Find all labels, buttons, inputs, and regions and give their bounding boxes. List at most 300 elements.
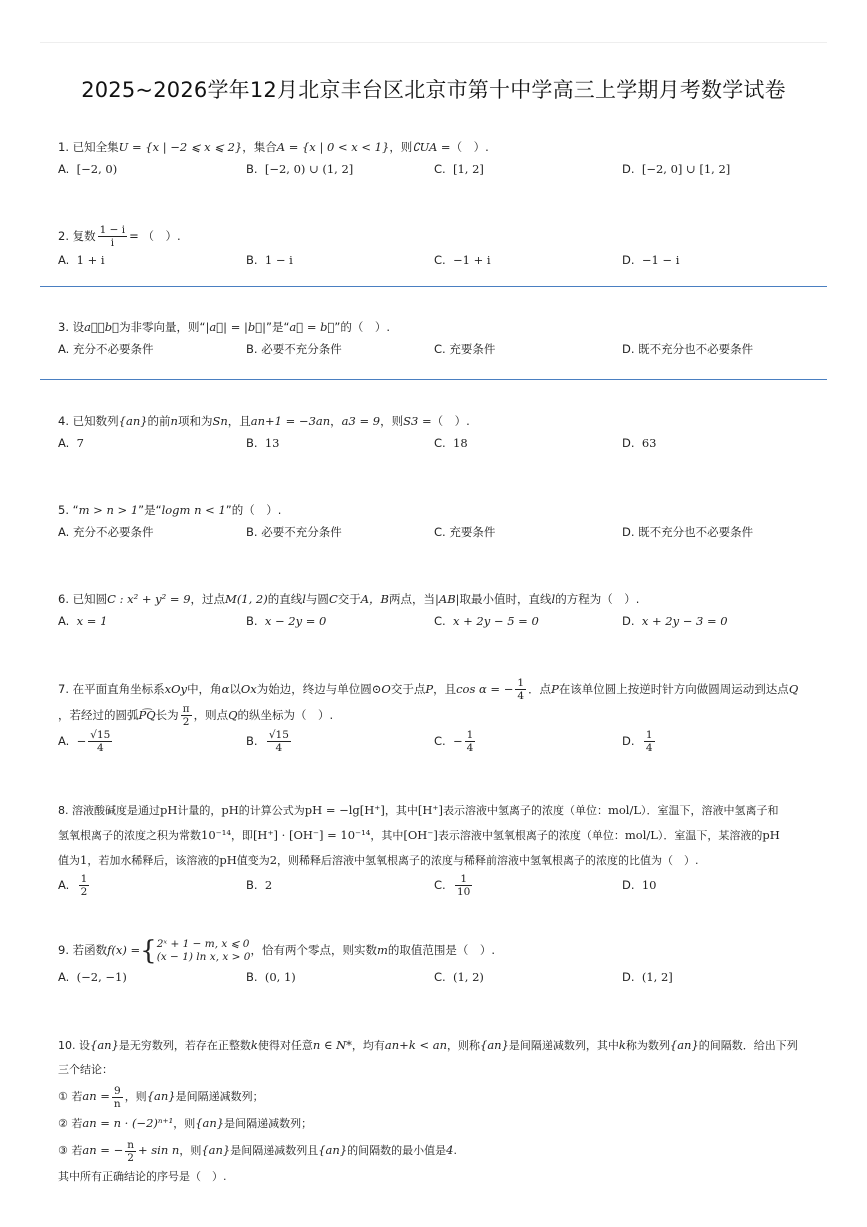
- q8-option-d[interactable]: [622, 873, 656, 897]
- q7-text: 在平面直角坐标系: [72, 682, 165, 696]
- denominator: 2: [80, 886, 88, 898]
- denominator: 4: [466, 742, 474, 754]
- denominator: 4: [645, 742, 653, 754]
- q10-text: ，均有: [351, 1039, 385, 1052]
- option-value: 既不充分也不必要条件: [638, 525, 754, 539]
- q10-text: 的间隔数的最小值是: [347, 1144, 447, 1157]
- option-sign: −: [453, 734, 463, 748]
- q8-text: 氢氧根离子的浓度之积为常数: [58, 829, 201, 842]
- q5-options: [58, 521, 818, 543]
- q2-option-b[interactable]: [246, 249, 293, 271]
- q6-option-c[interactable]: [434, 610, 539, 632]
- question-4-stem: [58, 410, 818, 432]
- option-letter: A.: [58, 342, 70, 356]
- q1-math: ∁UA =: [412, 140, 451, 154]
- option-letter: B.: [246, 878, 258, 892]
- question-3-stem: [58, 316, 818, 338]
- q3-option-d[interactable]: [622, 338, 753, 360]
- q10-conclusion-2: [58, 1111, 818, 1136]
- q8-options: [58, 873, 818, 903]
- q10-text: ② 若: [58, 1117, 83, 1130]
- q7-fraction: [515, 677, 526, 702]
- option-letter: A.: [58, 970, 70, 984]
- option-letter: D.: [622, 342, 635, 356]
- q10-number: 10.: [58, 1039, 76, 1052]
- q7-text: 的纵坐标为（ ）.: [237, 708, 334, 722]
- q6-option-a[interactable]: [58, 610, 107, 632]
- q7-line-2: [58, 702, 818, 728]
- option-letter: C.: [434, 253, 446, 267]
- q3-math: a⃗，b⃗: [84, 320, 120, 334]
- q8-line-2: [58, 823, 818, 848]
- q10-math: 4: [446, 1143, 454, 1157]
- numerator: 1 − i: [99, 224, 126, 236]
- q6-math: |AB|: [435, 592, 460, 606]
- q2-option-a[interactable]: [58, 249, 105, 271]
- q4-text: （ ）.: [431, 414, 470, 428]
- option-letter: B.: [246, 436, 258, 450]
- option-letter: A.: [58, 253, 70, 267]
- q9-option-c[interactable]: [434, 966, 484, 988]
- q7-option-a[interactable]: [58, 728, 114, 754]
- q5-math: logm n < 1: [161, 503, 226, 517]
- q3-text: ”的（ ）.: [334, 320, 391, 334]
- q9-option-b[interactable]: [246, 966, 296, 988]
- q7-math: Ox: [240, 682, 257, 696]
- question-8: [58, 798, 818, 903]
- q8-option-b[interactable]: [246, 873, 272, 897]
- q7-text: 为始边，终边与单位圆: [256, 682, 372, 696]
- q10-conclusion-1: [58, 1082, 818, 1111]
- option-letter: D.: [622, 878, 635, 892]
- option-value: x = 1: [76, 614, 108, 628]
- numerator: 1: [455, 873, 472, 886]
- option-value: 7: [76, 436, 84, 450]
- option-value: (−2, −1): [76, 970, 127, 984]
- q10-text: 的间隔数．给出下列: [698, 1039, 798, 1052]
- q5-text: ”的（ ）.: [225, 503, 282, 517]
- option-letter: A.: [58, 525, 70, 539]
- q9-text: 的取值范围是（ ）.: [387, 943, 496, 957]
- q2-option-c[interactable]: [434, 249, 491, 271]
- q10-math: {an}: [669, 1038, 699, 1052]
- option-letter: B.: [246, 970, 258, 984]
- q10-text: 是间隔递减数列；: [224, 1117, 313, 1130]
- option-letter: D.: [622, 436, 635, 450]
- q3-option-c[interactable]: [434, 338, 495, 360]
- q3-number: 3.: [58, 320, 69, 334]
- q4-math: n: [170, 414, 178, 428]
- q8-number: 8.: [58, 804, 69, 817]
- q8-text: ，则稀释后溶液中氢氧根离子的浓度与稀释前溶液中氢氧根离子的浓度的比值为（ ）.: [277, 854, 699, 867]
- q10-fraction: [125, 1139, 136, 1164]
- numerator: 9: [112, 1085, 123, 1098]
- option-value: 1 − i: [264, 253, 293, 267]
- q7-text: ，则点: [193, 708, 229, 722]
- option-letter: C.: [434, 970, 446, 984]
- q1-text: （ ）.: [450, 140, 489, 154]
- q8-text: 值为: [58, 854, 80, 867]
- q3-text: 设: [72, 320, 85, 334]
- option-value: 充分不必要条件: [72, 525, 154, 539]
- q6-text: 与圆: [305, 592, 329, 606]
- q8-math: 1: [80, 853, 88, 867]
- q6-math: A，B: [360, 592, 390, 606]
- q7-math: cos α = −: [456, 682, 514, 696]
- option-letter: D.: [622, 253, 635, 267]
- q8-math: pH: [160, 803, 178, 817]
- q4-option-a[interactable]: [58, 432, 84, 454]
- q4-options: [58, 432, 818, 454]
- q2-options: [58, 249, 818, 271]
- question-9-stem: [58, 934, 818, 966]
- option-letter: B.: [246, 525, 258, 539]
- option-value: 10: [641, 878, 657, 892]
- q10-math: {an}: [146, 1089, 176, 1103]
- option-letter: A.: [58, 734, 70, 748]
- option-letter: B.: [246, 162, 258, 176]
- q7-math: α: [221, 682, 230, 696]
- q10-last-line: 其中所有正确结论的序号是（ ）.: [58, 1170, 227, 1183]
- q6-options: [58, 610, 818, 632]
- q1-option-d[interactable]: [622, 158, 730, 180]
- q8-math: mol/L: [624, 828, 658, 842]
- option-value: [1, 2]: [453, 162, 484, 176]
- option-value: (0, 1): [264, 970, 296, 984]
- q3-text: 为非零向量，则“: [119, 320, 206, 334]
- numerator: √15: [90, 729, 111, 741]
- q8-text: ，其中: [384, 804, 418, 817]
- q10-math: {an}: [195, 1116, 225, 1130]
- q9-number: 9.: [58, 943, 69, 957]
- q4-text: 项和为: [177, 414, 213, 428]
- option-letter: C.: [434, 734, 446, 748]
- q6-number: 6.: [58, 592, 69, 606]
- q7-text: ，若经过的圆弧: [58, 708, 139, 722]
- option-letter: C.: [434, 525, 446, 539]
- q8-math: pH: [219, 853, 237, 867]
- q10-math: k: [618, 1038, 626, 1052]
- option-value: 18: [453, 436, 468, 450]
- q10-text: .: [453, 1144, 457, 1157]
- option-value: (1, 2): [453, 970, 484, 984]
- q10-text: ，则: [173, 1117, 196, 1130]
- q10-math: {an}: [90, 1038, 119, 1052]
- question-5: [58, 499, 818, 543]
- option-value: −1 + i: [453, 253, 491, 267]
- option-value: x + 2y − 5 = 0: [453, 614, 539, 628]
- option-value: 必要不充分条件: [261, 342, 342, 356]
- q2-number: 2.: [58, 229, 69, 243]
- q8-text: 表示溶液中氢离子的浓度（单位：: [442, 804, 608, 817]
- q10-math: {an}: [480, 1038, 509, 1052]
- q4-number: 4.: [58, 414, 69, 428]
- q8-math: [H⁺] · [OH⁻] = 10⁻¹⁴: [252, 828, 371, 842]
- q3-option-a[interactable]: [58, 338, 153, 360]
- q3-math: a⃗ = b⃗: [289, 320, 335, 334]
- top-divider: [40, 42, 827, 43]
- q10-math: {an}: [201, 1143, 231, 1157]
- q10-text: 使得对任意: [257, 1039, 313, 1052]
- denominator: 2: [127, 1151, 134, 1164]
- q10-math: an = n · (−2)ⁿ⁺¹: [82, 1116, 174, 1130]
- option-value: 63: [641, 436, 657, 450]
- q6-text: 已知圆: [72, 592, 108, 606]
- option-value: 充分不必要条件: [72, 342, 154, 356]
- q7-option-b[interactable]: [246, 728, 293, 754]
- option-fraction: [267, 729, 291, 754]
- q9-math: f(x) =: [107, 943, 141, 957]
- q5-option-a[interactable]: [58, 521, 153, 543]
- q2-fraction: [98, 224, 128, 249]
- q7-fraction: [181, 703, 192, 728]
- q3-option-b[interactable]: [246, 338, 342, 360]
- q4-text: ，: [330, 414, 342, 428]
- option-value: [−2, 0): [76, 162, 118, 176]
- q4-text: ，则: [380, 414, 404, 428]
- q7-text: ．点: [528, 682, 552, 696]
- q5-option-b[interactable]: [246, 521, 342, 543]
- q1-math: U = {x | −2 ⩽ x ⩽ 2}: [118, 140, 243, 154]
- denominator: 4: [275, 742, 283, 754]
- question-6-stem: [58, 588, 818, 610]
- left-brace: {: [140, 935, 157, 966]
- q6-option-d[interactable]: [622, 610, 728, 632]
- q7-option-d[interactable]: [622, 728, 657, 754]
- q8-text: ）．室温下，溶液中氢离子和: [640, 804, 779, 817]
- q8-math: pH: [221, 803, 239, 817]
- q10-math: + sin n: [137, 1143, 180, 1157]
- q1-text: ，则: [389, 140, 413, 154]
- q8-line-1: [58, 798, 818, 823]
- option-letter: C.: [434, 436, 446, 450]
- option-value: 13: [264, 436, 280, 450]
- option-value: [−2, 0] ∪ [1, 2]: [641, 162, 731, 176]
- option-fraction: [465, 729, 476, 754]
- q9-math: m: [376, 943, 388, 957]
- option-letter: B.: [246, 342, 258, 356]
- option-letter: C.: [434, 878, 446, 892]
- q5-text: “: [72, 503, 79, 517]
- numerator: 1: [645, 729, 653, 741]
- option-letter: B.: [246, 614, 258, 628]
- q1-math: A = {x | 0 < x < 1}: [276, 140, 390, 154]
- q7-options: [58, 728, 818, 758]
- option-sign: −: [76, 734, 87, 748]
- option-letter: B.: [246, 253, 258, 267]
- q7-option-c[interactable]: [434, 728, 477, 754]
- option-value: [−2, 0) ∪ (1, 2]: [264, 162, 354, 176]
- q4-text: ，且: [227, 414, 251, 428]
- q9-option-a[interactable]: [58, 966, 127, 988]
- q8-text: 值变为: [236, 854, 270, 867]
- q8-math: [H⁺]: [417, 803, 443, 817]
- q7-math: xOy: [164, 682, 188, 696]
- q9-options: [58, 966, 818, 988]
- option-value: x − 2y = 0: [264, 614, 327, 628]
- q10-text: ，则称: [447, 1039, 480, 1052]
- q10-text: 是间隔递减数列，其中: [508, 1039, 619, 1052]
- q8-text: ，即: [230, 829, 253, 842]
- option-letter: A.: [58, 878, 70, 892]
- q10-text: ③ 若: [58, 1144, 83, 1157]
- q8-math: pH: [762, 828, 780, 842]
- q10-text: ① 若: [58, 1090, 83, 1103]
- q6-math: l: [302, 592, 306, 606]
- option-letter: D.: [622, 162, 635, 176]
- q7-math: P: [425, 682, 434, 696]
- option-letter: C.: [434, 342, 446, 356]
- q5-option-d[interactable]: [622, 521, 753, 543]
- q8-text: ，其中: [370, 829, 404, 842]
- divider-line: [40, 379, 827, 380]
- q4-math: an+1 = −3an: [250, 414, 331, 428]
- q10-math: an =: [82, 1089, 110, 1103]
- q7-text: 交于点: [390, 682, 426, 696]
- q9-option-d[interactable]: [622, 966, 673, 988]
- q10-line-1: [58, 1033, 818, 1058]
- denominator: 4: [517, 690, 525, 702]
- option-value: 充要条件: [449, 525, 496, 539]
- q7-text: 中，角: [187, 682, 222, 696]
- q10-text: ，则: [124, 1090, 147, 1103]
- q7-text: ，且: [433, 682, 457, 696]
- option-letter: A.: [58, 614, 70, 628]
- q1-option-a[interactable]: [58, 158, 117, 180]
- question-7: [58, 676, 818, 758]
- q1-text: ，集合: [242, 140, 277, 154]
- q6-option-b[interactable]: [246, 610, 326, 632]
- numerator: 1: [80, 873, 88, 885]
- q10-math: n ∈ N*: [312, 1038, 352, 1052]
- divider-line: [40, 286, 827, 287]
- q6-text: 取最小值时，直线: [459, 592, 552, 606]
- q8-text: 溶液酸碱度是通过: [72, 804, 160, 817]
- option-letter: B.: [246, 734, 258, 748]
- question-4: [58, 410, 818, 454]
- q6-text: 的直线: [267, 592, 303, 606]
- option-value: 既不充分也不必要条件: [638, 342, 754, 356]
- q1-option-c[interactable]: [434, 158, 484, 180]
- option-value: 1 + i: [76, 253, 105, 267]
- q10-text: 设: [79, 1039, 90, 1052]
- q8-math: mol/L: [607, 803, 641, 817]
- option-value: 2: [264, 878, 273, 892]
- denominator: 10: [457, 886, 471, 898]
- q5-text: ”是“: [138, 503, 162, 517]
- question-2: [58, 224, 818, 271]
- q4-text: 的前: [147, 414, 171, 428]
- q4-math: a3 = 9: [341, 414, 381, 428]
- q2-option-d[interactable]: [622, 249, 679, 271]
- question-3: [58, 316, 818, 360]
- q8-option-c[interactable]: [434, 873, 474, 898]
- piece-1: 2ˣ + 1 − m, x ⩽ 0: [156, 937, 250, 950]
- option-letter: A.: [58, 436, 70, 450]
- option-fraction: [455, 873, 472, 898]
- q6-math: C : x² + y² = 9: [107, 592, 191, 606]
- q4-option-c[interactable]: [434, 432, 468, 454]
- q1-option-b[interactable]: [246, 158, 353, 180]
- q7-math: P: [551, 682, 559, 696]
- numerator: 1: [517, 677, 525, 689]
- option-letter: C.: [434, 162, 446, 176]
- denominator: i: [110, 237, 115, 249]
- q8-line-3: [58, 848, 818, 873]
- q10-text: 是间隔递减数列且: [230, 1144, 319, 1157]
- q1-number: 1.: [58, 140, 69, 154]
- q6-text: 交于: [337, 592, 361, 606]
- q4-option-d[interactable]: [622, 432, 656, 454]
- option-letter: C.: [434, 614, 446, 628]
- q7-text: 长为: [155, 708, 179, 722]
- page-title: 2025~2026学年12月北京丰台区北京市第十中学高三上学期月考数学试卷: [81, 78, 786, 102]
- q7-math: P͡Q: [138, 708, 156, 722]
- q10-math: an+k < an: [384, 1038, 447, 1052]
- q4-math: S3 =: [403, 414, 432, 428]
- numerator: n: [127, 1138, 134, 1151]
- q5-option-c[interactable]: [434, 521, 495, 543]
- q1-text: 已知全集: [72, 140, 119, 154]
- option-letter: A.: [58, 162, 70, 176]
- q8-text: ）．室温下，某溶液的: [657, 829, 763, 842]
- option-fraction: [79, 873, 90, 898]
- q10-math: k: [250, 1038, 258, 1052]
- option-value: 必要不充分条件: [261, 525, 342, 539]
- q3-math: |a⃗| = |b⃗|: [205, 320, 266, 334]
- numerator: 1: [466, 729, 474, 741]
- q4-option-b[interactable]: [246, 432, 280, 454]
- option-value: 充要条件: [449, 342, 496, 356]
- q2-text: = （ ）.: [129, 229, 181, 243]
- piece-2: (x − 1) ln x, x > 0: [156, 950, 251, 963]
- q8-text: 计量的，: [177, 804, 222, 817]
- q6-text: 的方程为（ ）.: [555, 592, 640, 606]
- q7-text: 在该单位圆上按逆时针方向做圆周运动到达点: [558, 682, 789, 696]
- q2-text: 复数: [72, 229, 96, 243]
- q10-text: 是无穷数列，若存在正整数: [118, 1039, 251, 1052]
- question-9: [58, 934, 818, 988]
- q8-text: 表示溶液中氢氧根离子的浓度（单位：: [437, 829, 625, 842]
- option-letter: D.: [622, 734, 635, 748]
- q10-math: an = −: [82, 1143, 124, 1157]
- q6-math: C: [328, 592, 338, 606]
- q9-text: 若函数: [72, 943, 108, 957]
- q4-math: {an}: [118, 414, 148, 428]
- q8-text: 的计算公式为: [238, 804, 305, 817]
- q8-math: 10⁻¹⁴: [201, 828, 231, 842]
- q6-math: l: [551, 592, 556, 606]
- option-value: −1 − i: [641, 253, 680, 267]
- denominator: 4: [96, 742, 104, 754]
- q6-text: ，过点: [190, 592, 226, 606]
- option-letter: D.: [622, 970, 635, 984]
- q8-text: ，若加水稀释后，该溶液的: [87, 854, 220, 867]
- numerator: π: [182, 703, 190, 715]
- q3-text: ”是“: [266, 320, 290, 334]
- q8-option-a[interactable]: [58, 873, 91, 898]
- q8-math: [OH⁻]: [403, 828, 438, 842]
- q7-text: 以: [229, 682, 241, 696]
- option-value: x + 2y − 3 = 0: [641, 614, 728, 628]
- q3-options: [58, 338, 818, 360]
- q7-math: Q: [788, 682, 799, 696]
- q10-text: ，则: [179, 1144, 202, 1157]
- q10-fraction: [112, 1085, 123, 1110]
- q9-text: ，恰有两个零点，则实数: [250, 943, 377, 957]
- q8-math: pH = −lg[H⁺]: [304, 803, 385, 817]
- q7-math: ⊙O: [371, 682, 391, 696]
